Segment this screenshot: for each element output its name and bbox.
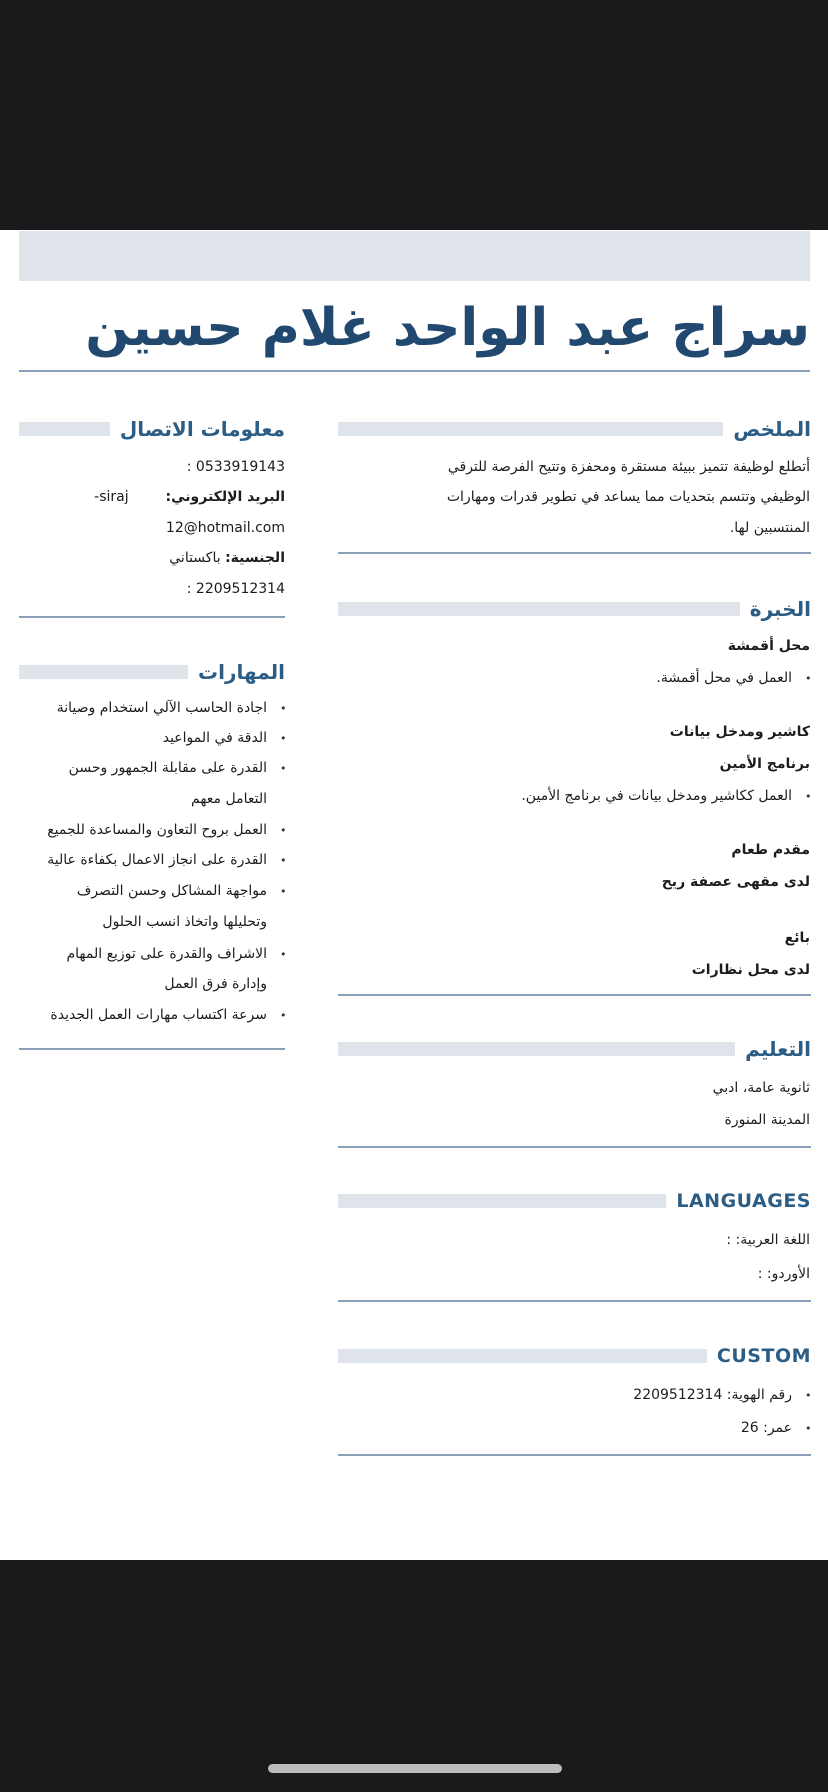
header-band bbox=[19, 231, 810, 281]
bullet-dot: • bbox=[805, 790, 812, 803]
contact-phone: 0533919143 : bbox=[186, 459, 285, 475]
job-title: مقدم طعام bbox=[731, 842, 810, 858]
bullet-dot: • bbox=[280, 824, 287, 837]
languages-title: LANGUAGES bbox=[676, 1190, 811, 1212]
job-title: محل أقمشة bbox=[727, 638, 810, 654]
contact-title: معلومات الاتصال bbox=[119, 417, 285, 441]
language-arabic: اللغة العربية: : bbox=[726, 1232, 810, 1248]
contact-divider bbox=[19, 616, 285, 618]
experience-divider bbox=[338, 994, 811, 996]
heading-bar bbox=[19, 422, 110, 436]
skills-divider bbox=[19, 1048, 285, 1050]
email-label: البريد الإلكتروني: bbox=[165, 489, 285, 505]
skill-item: القدرة على انجاز الاعمال بكفاءة عالية bbox=[47, 852, 267, 868]
skills-title: المهارات bbox=[198, 660, 285, 684]
email-part-1: siraj- bbox=[94, 489, 129, 505]
summary-title: الملخص bbox=[733, 417, 811, 441]
job-bullet: العمل ككاشير ومدخل بيانات في برنامج الأمين. bbox=[521, 788, 792, 804]
job-place: لدى محل نظارات bbox=[691, 962, 810, 978]
heading-bar bbox=[19, 665, 188, 679]
skill-item: الاشراف والقدرة على توزيع المهام bbox=[66, 946, 267, 962]
full-name: سراج عبد الواحد غلام حسين bbox=[85, 298, 810, 358]
summary-heading bbox=[338, 414, 811, 444]
name-divider bbox=[19, 370, 810, 372]
education-divider bbox=[338, 1146, 811, 1148]
home-indicator[interactable] bbox=[268, 1764, 562, 1773]
nationality-value: باكستاني bbox=[169, 550, 221, 566]
bullet-dot: • bbox=[280, 762, 287, 775]
heading-bar bbox=[338, 422, 723, 436]
skill-item-cont: وإدارة فرق العمل bbox=[164, 976, 267, 992]
skill-item: اجادة الحاسب الآلي استخدام وصيانة bbox=[56, 700, 267, 716]
skills-heading bbox=[19, 657, 285, 687]
education-heading bbox=[338, 1034, 811, 1064]
bullet-dot: • bbox=[280, 854, 287, 867]
skill-item-cont: التعامل معهم bbox=[191, 791, 267, 807]
summary-line: أتطلع لوظيفة تتميز ببيئة مستقرة ومحفزة وتتيح الفرصة للترقي bbox=[447, 459, 810, 475]
contact-email-line bbox=[94, 489, 285, 505]
heading-bar bbox=[338, 1042, 735, 1056]
custom-title: CUSTOM bbox=[716, 1345, 811, 1367]
education-title: التعليم bbox=[745, 1037, 811, 1061]
summary-divider bbox=[338, 552, 811, 554]
custom-heading bbox=[338, 1341, 811, 1371]
heading-bar bbox=[338, 1194, 666, 1208]
resume-page bbox=[0, 230, 828, 1560]
custom-divider bbox=[338, 1454, 811, 1456]
bullet-dot: • bbox=[280, 1009, 287, 1022]
job-subtitle: برنامج الأمين bbox=[719, 756, 810, 772]
skill-item: مواجهة المشاكل وحسن التصرف bbox=[76, 883, 267, 899]
bullet-dot: • bbox=[805, 672, 812, 685]
languages-heading bbox=[338, 1186, 811, 1216]
skill-item: العمل بروح التعاون والمساعدة للجميع bbox=[47, 822, 267, 838]
contact-heading bbox=[19, 414, 285, 444]
bullet-dot: • bbox=[805, 1389, 812, 1402]
custom-id: رقم الهوية: 2209512314 bbox=[633, 1387, 792, 1403]
experience-heading bbox=[338, 594, 811, 624]
experience-title: الخبرة bbox=[749, 597, 811, 621]
bullet-dot: • bbox=[805, 1422, 812, 1435]
languages-divider bbox=[338, 1300, 811, 1302]
contact-nationality bbox=[169, 550, 285, 566]
job-title: كاشير ومدخل بيانات bbox=[669, 724, 810, 740]
skill-item: الدقة في المواعيد bbox=[162, 730, 267, 746]
bullet-dot: • bbox=[280, 702, 287, 715]
bullet-dot: • bbox=[280, 885, 287, 898]
summary-line: المنتسبين لها. bbox=[729, 520, 810, 536]
bullet-dot: • bbox=[280, 732, 287, 745]
education-degree: ثانوية عامة، ادبي bbox=[712, 1080, 810, 1096]
heading-bar bbox=[338, 1349, 707, 1363]
job-bullet: العمل في محل أقمشة. bbox=[656, 670, 792, 686]
language-urdu: الأوردو: : bbox=[757, 1266, 810, 1282]
contact-email-cont: 12@hotmail.com bbox=[165, 520, 285, 536]
skill-item: سرعة اكتساب مهارات العمل الجديدة bbox=[50, 1007, 267, 1023]
heading-bar bbox=[338, 602, 740, 616]
job-title: بائع bbox=[784, 930, 810, 946]
summary-line: الوظيفي وتتسم بتحديات مما يساعد في تطوير قدرات ومهارات bbox=[446, 489, 810, 505]
education-city: المدينة المنورة bbox=[724, 1112, 810, 1128]
skill-item-cont: وتحليلها واتخاذ انسب الحلول bbox=[102, 914, 267, 930]
job-place: لدى مقهى عصفة ريح bbox=[661, 874, 810, 890]
skill-item: القدرة على مقابلة الجمهور وحسن bbox=[68, 760, 267, 776]
bullet-dot: • bbox=[280, 948, 287, 961]
custom-age: عمر: 26 bbox=[740, 1420, 792, 1436]
contact-id: 2209512314 : bbox=[186, 581, 285, 597]
nationality-label: الجنسية: bbox=[225, 550, 285, 566]
